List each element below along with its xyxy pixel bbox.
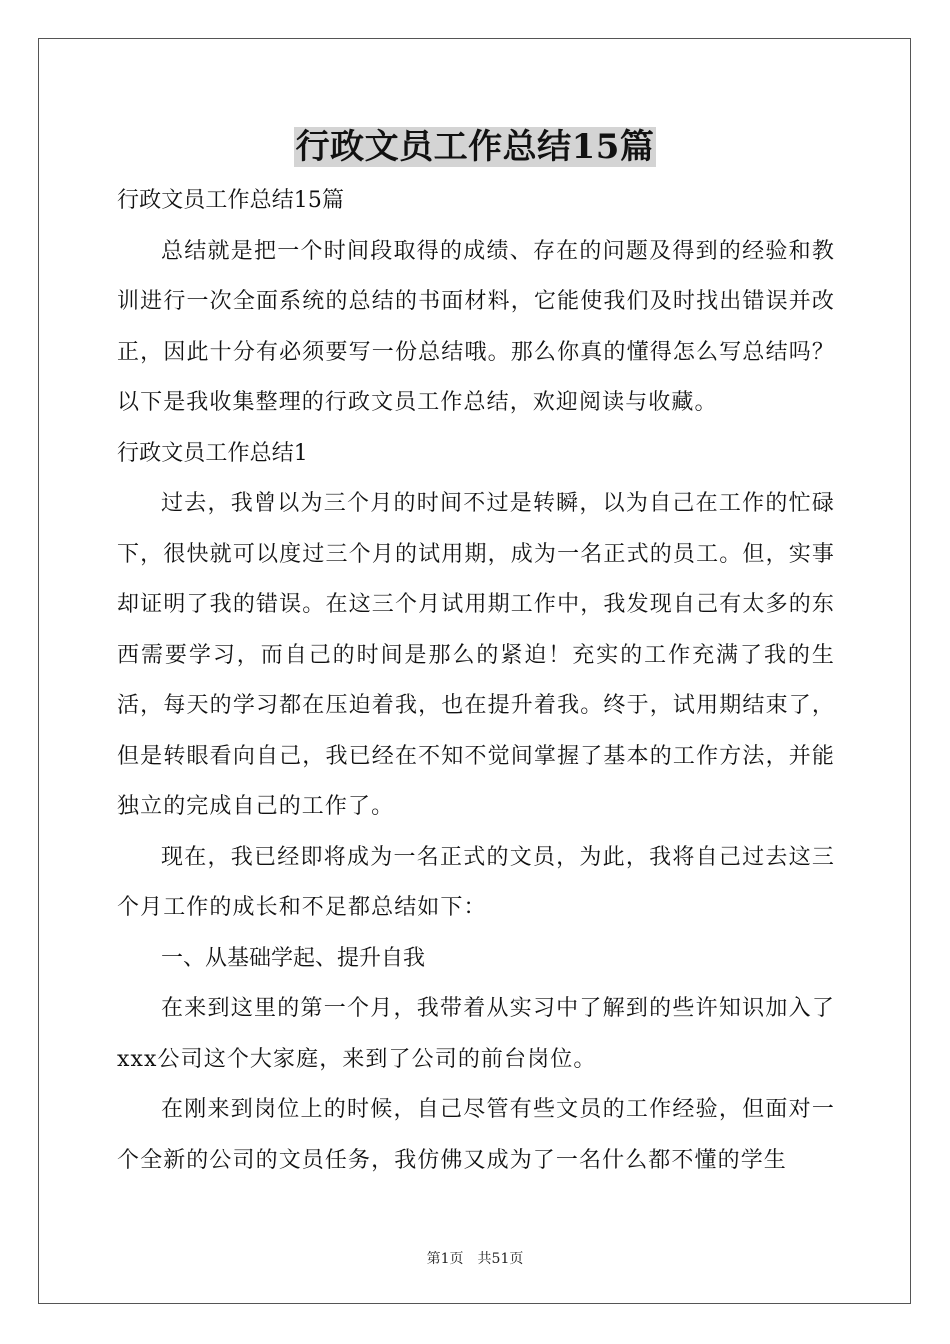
- document-subtitle: 行政文员工作总结15篇: [117, 188, 345, 213]
- document-body: [117, 176, 835, 1186]
- document-title-text: 行政文员工作总结15篇: [295, 127, 655, 167]
- intro-paragraph: 总结就是把一个时间段取得的成绩、存在的问题及得到的经验和教训进行一次全面系统的总结的书面材料，它能使我们及时找出错误并改正，因此十分有必须要写一份总结哦。那么你真的懂得怎么写总结吗？以下是我收集整理的行政文员工作总结，欢迎阅读与收藏。: [117, 238, 835, 415]
- subheading: 一、从基础学起、提升自我: [161, 945, 426, 971]
- body-paragraph-2: 现在，我已经即将成为一名正式的文员，为此，我将自己过去这三个月工作的成长和不足都总结如下：: [117, 844, 835, 920]
- document-title: [0, 124, 950, 170]
- page-total: 共51页: [477, 1251, 524, 1267]
- body-paragraph-3: 在来到这里的第一个月，我带着从实习中了解到的些许知识加入了xxx公司这个大家庭，来到了公司的前台岗位。: [117, 996, 835, 1072]
- page-number: 第1页: [426, 1251, 464, 1267]
- section-heading: 行政文员工作总结1: [117, 440, 308, 466]
- body-paragraph-1: 过去，我曾以为三个月的时间不过是转瞬，以为自己在工作的忙碌下，很快就可以度过三个月的试用期，成为一名正式的员工。但，实事却证明了我的错误。在这三个月试用期工作中，我发现自己有太多的东西需要学习，而自己的时间是那么的紧迫！充实的工作充满了我的生活，每天的学习都在压迫着我，也在提升着我。终于，试用期结束了，但是转眼看向自己，我已经在不知不觉间掌握了基本的工作方法，并能独立的完成自己的工作了。: [117, 491, 835, 819]
- body-paragraph-4: 在刚来到岗位上的时候，自己尽管有些文员的工作经验，但面对一个全新的公司的文员任务，我仿佛又成为了一名什么都不懂的学生: [117, 1097, 835, 1173]
- page-footer: [0, 1248, 950, 1268]
